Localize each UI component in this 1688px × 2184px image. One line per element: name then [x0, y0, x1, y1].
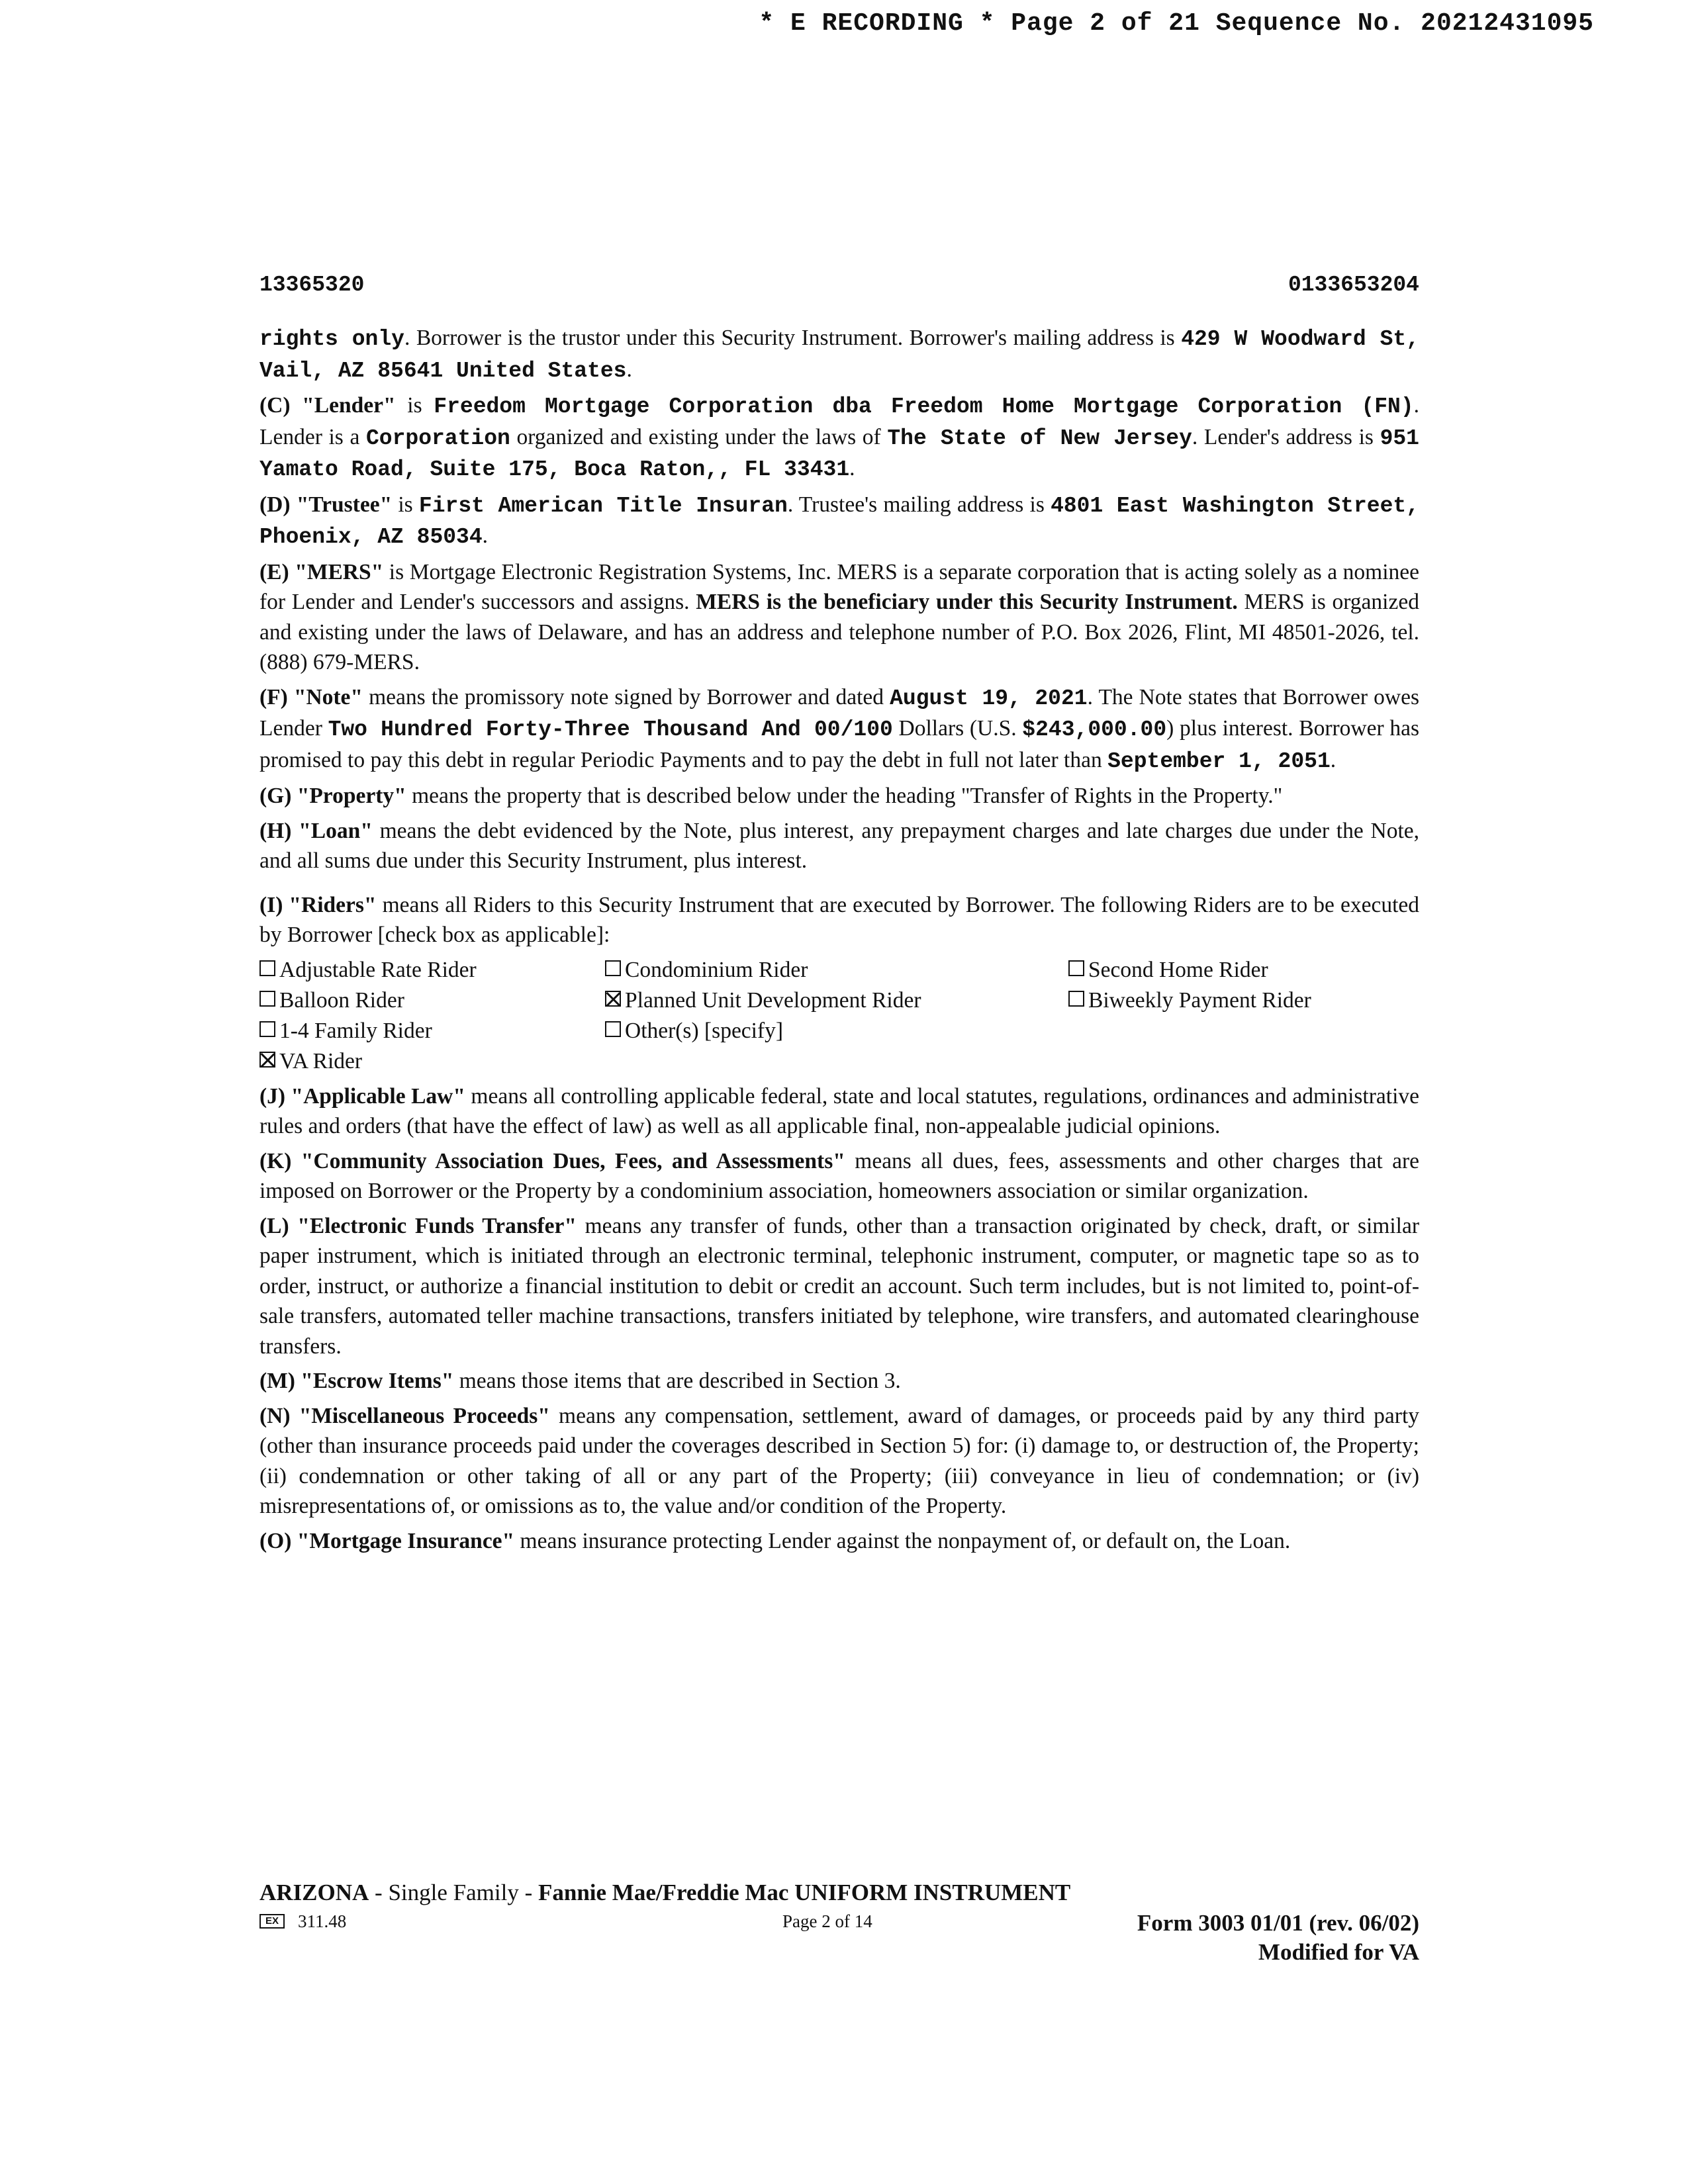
footer-page-number: Page 2 of 14 — [782, 1911, 872, 1931]
rider-empty-cell — [1068, 1016, 1419, 1046]
checkbox-icon[interactable] — [605, 1021, 621, 1037]
definition-label: (H) "Loan" — [259, 818, 373, 843]
checkbox-icon[interactable] — [259, 1021, 275, 1037]
lender-name: Freedom Mortgage Corporation dba Freedom Home Mortgage Corporation (FN) — [434, 394, 1414, 419]
footer-instrument-title: ARIZONA - Single Family - Fannie Mae/Freddie Mac UNIFORM INSTRUMENT — [259, 1880, 1071, 1905]
definition-label: (C) "Lender" — [259, 393, 396, 418]
trustee-address: 4801 East Washington Street, Phoenix, AZ 85034 — [259, 493, 1419, 549]
definition-label: (M) "Escrow Items" — [259, 1369, 454, 1393]
mers-beneficiary-statement: MERS is the beneficiary under this Security Instrument. — [696, 590, 1238, 614]
loan-number-right: 0133653204 — [1288, 273, 1419, 297]
rider-planned-unit-development: Planned Unit Development Rider — [605, 985, 1068, 1015]
definition-miscellaneous-proceeds: (N) "Miscellaneous Proceeds" means any compensation, settlement, award of damages, or proceeds paid by any third party (other than insurance proceeds paid under the coverages described in Section 5) for: (i) damage to, or destruction of, the Property; (ii) condemnation or other taking of all or any part of the Property; (iii) conveyance in lieu of condemnation; or (iv) misrepresentations of, or omissions as to, the value and/or condition of the Property. — [259, 1403, 1420, 1518]
checkbox-icon[interactable] — [1068, 960, 1084, 976]
trustee-name: First American Title Insuran — [418, 493, 788, 518]
definition-escrow-items: (M) "Escrow Items" means those items that are described in Section 3. — [259, 1369, 901, 1393]
definition-label: (D) "Trustee" — [259, 492, 393, 517]
definition-community-association: (K) "Community Association Dues, Fees, and Assessments" means all dues, fees, assessments and other charges that are imposed on Borrower or the Property by a condominium association, homeowners association or similar organization. — [259, 1148, 1419, 1203]
rider-adjustable-rate: Adjustable Rate Rider — [259, 955, 605, 985]
definition-label: (J) "Applicable Law" — [259, 1083, 465, 1109]
note-date: August 19, 2021 — [890, 686, 1088, 711]
definition-note: (F) "Note" means the promissory note signed by Borrower and dated August 19, 2021. The Note states that Borrower owes Lender Two Hundred Forty-Three Thousand And 00/100 Dollars (U.S. $243,000.00) plus interest. Borrower has promised to pay this debt in regular Periodic Payments and to pay the debt in full not later than September 1, 2051. — [259, 684, 1419, 774]
definition-label: (G) "Property" — [259, 784, 406, 808]
definition-mers: (E) "MERS" is Mortgage Electronic Registration Systems, Inc. MERS is a separate corporation that is acting solely as a nominee for Lender and Lender's successors and assigns. MERS is the beneficiary under this Security Instrument. MERS is organized and existing under the laws of Delaware, and has an address and telephone number of P.O. Box 2026, Flint, MI 48501-2026, tel. (888) 679-MERS. — [259, 559, 1419, 674]
lender-address: 951 Yamato Road, Suite 175, Boca Raton,, FL 33431 — [259, 426, 1419, 482]
borrower-address: 429 W Woodward St, Vail, AZ 85641 United States — [259, 327, 1419, 383]
definition-trustee: (D) "Trustee" is First American Title Insuran. Trustee's mailing address is 4801 East Washington Street, Phoenix, AZ 85034. — [259, 492, 1419, 549]
checkbox-checked-icon[interactable] — [605, 991, 621, 1007]
rider-checklist — [259, 955, 1419, 1076]
definition-applicable-law: (J) "Applicable Law" means all controlling applicable federal, state and local statutes, regulations, ordinances and administrative rules and orders (that have the effect of law) as well as all applicable final, non-appealable judicial opinions. — [259, 1083, 1419, 1138]
footer-instrument: Fannie Mae/Freddie Mac UNIFORM INSTRUMENT — [538, 1880, 1071, 1905]
rider-condominium: Condominium Rider — [605, 955, 1068, 985]
lender-entity-type: Corporation — [365, 426, 510, 451]
rider-balloon: Balloon Rider — [259, 985, 605, 1015]
checkbox-icon[interactable] — [259, 960, 275, 976]
checkbox-checked-icon[interactable] — [259, 1052, 275, 1068]
maturity-date: September 1, 2051 — [1107, 749, 1331, 774]
definition-electronic-funds-transfer: (L) "Electronic Funds Transfer" means any transfer of funds, other than a transaction originated by check, draft, or similar paper instrument, which is initiated through an electronic terminal, telephonic instrument, computer, or magnetic tape so as to order, instruct, or authorize a financial institution to debit or credit an account. Such term includes, but is not limited to, point-of-sale transfers, automated teller machine transactions, transfers initiated by telephone, wire transfers, and automated clearinghouse transfers. — [259, 1213, 1420, 1359]
rider-others: Other(s) [specify] — [605, 1016, 1068, 1046]
modified-for-va-text: Modified for VA — [1258, 1939, 1419, 1965]
definition-label: (O) "Mortgage Insurance" — [259, 1528, 515, 1553]
definition-lender: (C) "Lender" is Freedom Mortgage Corporation dba Freedom Home Mortgage Corporation (FN). Lender is a Corporation organized and existing under the laws of The State of New Jersey. Lender's address is 951 Yamato Road, Suite 175, Boca Raton,, FL 33431. — [259, 393, 1420, 482]
footer-details — [259, 1909, 1419, 1965]
definition-label: (N) "Miscellaneous Proceeds" — [259, 1403, 550, 1428]
definition-label: (L) "Electronic Funds Transfer" — [259, 1213, 577, 1238]
definition-label: (F) "Note" — [259, 684, 363, 709]
form-number-text: Form 3003 01/01 (rev. 06/02) — [1137, 1910, 1419, 1936]
page-footer — [259, 1880, 1419, 1965]
definition-label: (E) "MERS" — [259, 559, 384, 584]
document-body — [259, 323, 1419, 1561]
borrower-continuation: rights only. Borrower is the trustor under this Security Instrument. Borrower's mailing address is 429 W Woodward St, Vail, AZ 85641 United States. — [259, 326, 1419, 383]
ex-logo-icon: EX — [259, 1914, 285, 1929]
loan-amount: $243,000.00 — [1022, 717, 1167, 742]
definition-property: (G) "Property" means the property that is described below under the heading "Transfer of Rights in the Property." — [259, 784, 1283, 808]
footer-form-code: 311.48 — [298, 1911, 347, 1931]
definition-label: (K) "Community Association Dues, Fees, and Assessments" — [259, 1148, 845, 1173]
recording-header: * E RECORDING * Page 2 of 21 Sequence No. 20212431095 — [759, 9, 1594, 38]
footer-form-number — [1137, 1909, 1419, 1967]
definition-mortgage-insurance: (O) "Mortgage Insurance" means insurance protecting Lender against the nonpayment of, or default on, the Loan. — [259, 1528, 1291, 1553]
checkbox-icon[interactable] — [259, 991, 275, 1007]
loan-amount-words: Two Hundred Forty-Three Thousand And 00/100 — [328, 717, 893, 742]
rider-second-home: Second Home Rider — [1068, 955, 1419, 985]
lender-state: The State of New Jersey — [887, 426, 1192, 451]
definition-label: (I) "Riders" — [259, 892, 377, 917]
definition-loan: (H) "Loan" means the debt evidenced by the Note, plus interest, any prepayment charges and late charges due under the Note, and all sums due under this Security Instrument, plus interest. — [259, 818, 1419, 873]
rider-1-4-family: 1-4 Family Rider — [259, 1016, 605, 1046]
checkbox-icon[interactable] — [605, 960, 621, 976]
footer-state: ARIZONA — [259, 1880, 369, 1905]
rider-va: VA Rider — [259, 1046, 605, 1076]
checkbox-icon[interactable] — [1068, 991, 1084, 1007]
rider-biweekly-payment: Biweekly Payment Rider — [1068, 985, 1419, 1015]
loan-number-left: 13365320 — [259, 273, 365, 297]
definition-riders: (I) "Riders" means all Riders to this Security Instrument that are executed by Borrower. The following Riders are to be executed by Borrower [check box as applicable]: — [259, 892, 1420, 947]
spacer — [259, 881, 1419, 890]
